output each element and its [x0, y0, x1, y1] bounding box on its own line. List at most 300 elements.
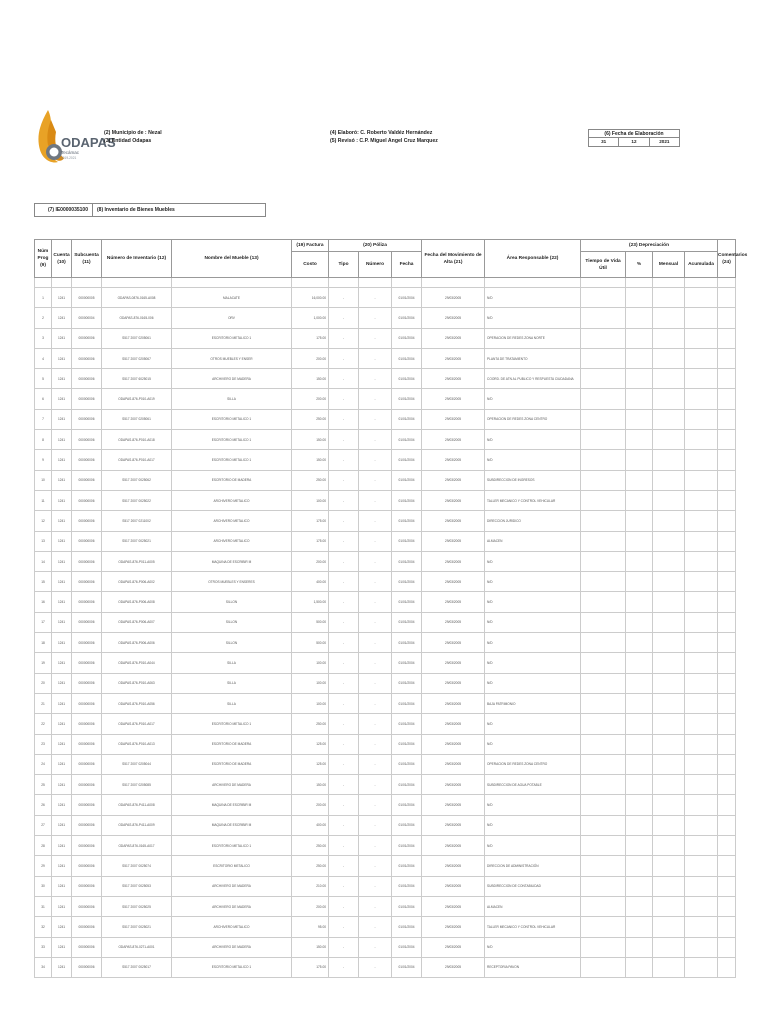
row-fecha-alta: 29/03/2005	[422, 714, 485, 734]
inventario-table	[34, 239, 748, 978]
row-acumulada	[685, 490, 718, 510]
row-costo: 150.00	[292, 450, 329, 470]
row-cuenta: 1241	[52, 653, 72, 673]
row-nombre: ARCHIVERO DE MADERA	[172, 775, 292, 795]
row-nombre: ESCRITORIO DE MADERA	[172, 754, 292, 774]
row-cuenta: 1241	[52, 633, 72, 653]
row-inventario: ODAPAS-876-P006-A008	[102, 592, 172, 612]
table-row	[35, 490, 736, 510]
row-area: TALLER MECANICO Y CONTROL VEHICULAR	[485, 917, 581, 937]
row-cuenta: 1241	[52, 795, 72, 815]
row-comentarios	[718, 531, 736, 551]
row-cuenta: 1241	[52, 369, 72, 389]
row-subcuenta: 000000006	[72, 490, 102, 510]
row-subcuenta: 000000006	[72, 511, 102, 531]
row-cuenta: 1241	[52, 572, 72, 592]
row-comentarios	[718, 511, 736, 531]
col-numero: Número	[359, 252, 392, 278]
row-comentarios	[718, 572, 736, 592]
row-tiempo-vida	[581, 328, 626, 348]
row-acumulada	[685, 612, 718, 632]
row-fecha: 01/01/2004	[392, 369, 422, 389]
row-num: 23	[35, 734, 52, 754]
row-numero: -	[359, 917, 392, 937]
row-nombre: ESCRITORIO METALICO 1	[172, 836, 292, 856]
row-fecha-alta: 29/03/2005	[422, 389, 485, 409]
row-fecha-alta: 29/03/2005	[422, 430, 485, 450]
col-fecha-alta: Fecha del Movimiento de Alta (21)	[422, 240, 485, 278]
row-acumulada	[685, 308, 718, 328]
row-tipo: -	[329, 592, 359, 612]
row-area: DIRECCION JURIDICO	[485, 511, 581, 531]
row-acumulada	[685, 775, 718, 795]
row-nombre: ARCHIVERO METALICO	[172, 511, 292, 531]
row-tipo: -	[329, 876, 359, 896]
row-tipo: -	[329, 937, 359, 957]
row-mensual	[653, 592, 685, 612]
row-inventario: ODAPAS-876-P010-A056	[102, 693, 172, 713]
row-tiempo-vida	[581, 957, 626, 977]
row-nombre: SILLA	[172, 693, 292, 713]
row-nombre: OTROS MUEBLES Y ENSER	[172, 348, 292, 368]
table-row	[35, 531, 736, 551]
table-row	[35, 551, 736, 571]
row-nombre: ESCRITORIO METALICO 1	[172, 714, 292, 734]
col-area: Área Responsable (22)	[485, 240, 581, 278]
row-num: 4	[35, 348, 52, 368]
row-num: 25	[35, 775, 52, 795]
row-mensual	[653, 288, 685, 308]
row-pct	[626, 856, 653, 876]
row-costo: 125.00	[292, 754, 329, 774]
row-mensual	[653, 815, 685, 835]
table-row	[35, 369, 736, 389]
row-num: 17	[35, 612, 52, 632]
row-numero: -	[359, 633, 392, 653]
row-num: 3	[35, 328, 52, 348]
row-cuenta: 1241	[52, 470, 72, 490]
row-subcuenta: 000000004	[72, 308, 102, 328]
row-area: OPERACION DE REDES ZONA NORTE	[485, 328, 581, 348]
row-cuenta: 1241	[52, 409, 72, 429]
row-nombre: ARCHIVERO DE MADERA	[172, 896, 292, 916]
row-fecha-alta: 29/03/2005	[422, 815, 485, 835]
row-tipo: -	[329, 775, 359, 795]
row-fecha: 01/01/2004	[392, 937, 422, 957]
row-subcuenta: 000000006	[72, 754, 102, 774]
row-inventario: S517 2007 0025017	[102, 957, 172, 977]
row-fecha-alta: 29/03/2005	[422, 917, 485, 937]
row-mensual	[653, 653, 685, 673]
row-fecha: 01/01/2004	[392, 288, 422, 308]
col-costo: Costo	[292, 252, 329, 278]
fecha-elaboracion-box	[588, 129, 680, 147]
row-pct	[626, 551, 653, 571]
row-nombre: ESCRITORIO METALICO 1	[172, 957, 292, 977]
row-tipo: -	[329, 754, 359, 774]
row-tipo: -	[329, 653, 359, 673]
row-area: OPERACION DE REDES ZONA CENTRO	[485, 754, 581, 774]
row-area: N/D	[485, 308, 581, 328]
row-costo: 200.00	[292, 551, 329, 571]
row-cuenta: 1241	[52, 389, 72, 409]
row-acumulada	[685, 328, 718, 348]
row-tipo: -	[329, 511, 359, 531]
row-mensual	[653, 551, 685, 571]
row-num: 32	[35, 917, 52, 937]
row-nombre: ESCRITORIO METALICO 1	[172, 328, 292, 348]
row-comentarios	[718, 714, 736, 734]
row-mensual	[653, 511, 685, 531]
row-num: 20	[35, 673, 52, 693]
row-numero: -	[359, 673, 392, 693]
row-cuenta: 1241	[52, 957, 72, 977]
row-comentarios	[718, 917, 736, 937]
row-tiempo-vida	[581, 754, 626, 774]
row-costo: 150.00	[292, 775, 329, 795]
row-num: 18	[35, 633, 52, 653]
row-pct	[626, 348, 653, 368]
row-pct	[626, 876, 653, 896]
row-inventario: ODAPAS-876-P010-A044	[102, 653, 172, 673]
row-tiempo-vida	[581, 937, 626, 957]
row-inventario: S517 2007 0205061	[102, 328, 172, 348]
row-acumulada	[685, 653, 718, 673]
row-fecha-alta: 29/03/2005	[422, 572, 485, 592]
row-area: ALMACEN	[485, 531, 581, 551]
row-num: 12	[35, 511, 52, 531]
row-fecha-alta: 29/03/2005	[422, 308, 485, 328]
row-fecha: 01/01/2004	[392, 348, 422, 368]
row-numero: -	[359, 795, 392, 815]
row-acumulada	[685, 876, 718, 896]
row-inventario: ODAPAS-876-0165-006	[102, 308, 172, 328]
row-nombre: ESCRITORIO DE MADERA	[172, 734, 292, 754]
row-fecha: 01/01/2004	[392, 551, 422, 571]
row-nombre: MAQUINA DE ESCRIBIR M	[172, 551, 292, 571]
row-subcuenta: 000000006	[72, 450, 102, 470]
row-acumulada	[685, 348, 718, 368]
table-row	[35, 470, 736, 490]
row-fecha: 01/01/2004	[392, 328, 422, 348]
row-inventario: ODAPAS-876-P006-A006	[102, 633, 172, 653]
reviso-label: (5) Revisó : C.P. Miguel Angel Cruz Marquez	[330, 138, 438, 144]
row-nombre: SILLA	[172, 389, 292, 409]
row-cuenta: 1241	[52, 511, 72, 531]
row-tiempo-vida	[581, 308, 626, 328]
table-row	[35, 450, 736, 470]
row-numero: -	[359, 957, 392, 977]
row-area: SUBDIRECCION DE INGRESOS	[485, 470, 581, 490]
row-subcuenta: 000000006	[72, 734, 102, 754]
row-acumulada	[685, 896, 718, 916]
row-pct	[626, 937, 653, 957]
row-subcuenta: 000000006	[72, 856, 102, 876]
row-inventario: ODAPAS-876-P006-A002	[102, 572, 172, 592]
row-numero: -	[359, 369, 392, 389]
elaboro-label: (4) Elaboró: C. Roberto Valdéz Hernández	[330, 130, 433, 136]
row-costo: 200.00	[292, 348, 329, 368]
row-mensual	[653, 856, 685, 876]
row-area: N/D	[485, 450, 581, 470]
row-area: N/D	[485, 633, 581, 653]
row-num: 24	[35, 754, 52, 774]
row-subcuenta: 000000006	[72, 572, 102, 592]
row-tipo: -	[329, 917, 359, 937]
row-fecha: 01/01/2004	[392, 754, 422, 774]
row-tiempo-vida	[581, 653, 626, 673]
row-acumulada	[685, 754, 718, 774]
row-fecha: 01/01/2004	[392, 673, 422, 693]
row-area: BAJA PATRIMONIO	[485, 693, 581, 713]
row-comentarios	[718, 775, 736, 795]
row-tipo: -	[329, 734, 359, 754]
row-acumulada	[685, 430, 718, 450]
row-fecha: 01/01/2004	[392, 836, 422, 856]
row-tipo: -	[329, 430, 359, 450]
row-area: N/D	[485, 288, 581, 308]
row-inventario: ODAPAS-876-P411-A008	[102, 795, 172, 815]
row-tiempo-vida	[581, 511, 626, 531]
row-numero: -	[359, 531, 392, 551]
row-comentarios	[718, 673, 736, 693]
row-pct	[626, 795, 653, 815]
row-mensual	[653, 348, 685, 368]
row-inventario: ODAPAS-876-P010-A017	[102, 450, 172, 470]
row-acumulada	[685, 633, 718, 653]
row-fecha: 01/01/2004	[392, 409, 422, 429]
col-subcuenta: Subcuenta (11)	[72, 240, 102, 278]
row-fecha: 01/01/2004	[392, 389, 422, 409]
row-nombre: ARCHIVERO METALICO	[172, 490, 292, 510]
row-pct	[626, 734, 653, 754]
row-inventario: S517 2007 0205085	[102, 775, 172, 795]
row-subcuenta: 000000006	[72, 815, 102, 835]
row-subcuenta: 000000006	[72, 896, 102, 916]
col-depreciacion: (23) Depreciación	[581, 240, 718, 252]
row-fecha: 01/01/2004	[392, 470, 422, 490]
row-costo: 200.00	[292, 896, 329, 916]
row-tiempo-vida	[581, 288, 626, 308]
row-fecha: 01/01/2004	[392, 693, 422, 713]
row-tipo: -	[329, 348, 359, 368]
row-num: 8	[35, 430, 52, 450]
row-comentarios	[718, 470, 736, 490]
row-num: 21	[35, 693, 52, 713]
row-mensual	[653, 572, 685, 592]
row-area: N/D	[485, 592, 581, 612]
row-costo: 400.00	[292, 572, 329, 592]
row-fecha: 01/01/2004	[392, 490, 422, 510]
row-area: N/D	[485, 836, 581, 856]
row-fecha-alta: 29/03/2005	[422, 754, 485, 774]
row-num: 16	[35, 592, 52, 612]
row-num: 28	[35, 836, 52, 856]
row-fecha: 01/01/2004	[392, 430, 422, 450]
col-num: Núm Prog (9)	[35, 240, 52, 278]
row-fecha: 01/01/2004	[392, 308, 422, 328]
row-pct	[626, 308, 653, 328]
col-mensual: Mensual	[653, 252, 685, 278]
row-comentarios	[718, 490, 736, 510]
row-fecha-alta: 29/03/2005	[422, 795, 485, 815]
row-mensual	[653, 896, 685, 916]
row-inventario: ODAPAS-876-P010-A019	[102, 389, 172, 409]
row-tipo: -	[329, 450, 359, 470]
col-factura: (19) Factura	[292, 240, 329, 252]
row-fecha-alta: 29/03/2005	[422, 693, 485, 713]
row-subcuenta: 000000006	[72, 937, 102, 957]
table-row	[35, 957, 736, 977]
row-tiempo-vida	[581, 348, 626, 368]
row-inventario: ODAPAS-876-P010-A018	[102, 430, 172, 450]
row-tipo: -	[329, 308, 359, 328]
row-mensual	[653, 937, 685, 957]
row-nombre: ESCRITORIO METALICO 1	[172, 450, 292, 470]
row-acumulada	[685, 551, 718, 571]
row-acumulada	[685, 957, 718, 977]
row-numero: -	[359, 754, 392, 774]
row-fecha: 01/01/2004	[392, 795, 422, 815]
row-costo: 100.00	[292, 653, 329, 673]
row-comentarios	[718, 957, 736, 977]
row-inventario: S517 2007 0025053	[102, 876, 172, 896]
row-mensual	[653, 957, 685, 977]
row-numero: -	[359, 551, 392, 571]
row-tiempo-vida	[581, 551, 626, 571]
row-tipo: -	[329, 714, 359, 734]
row-area: ALMACEN	[485, 896, 581, 916]
row-area: N/D	[485, 551, 581, 571]
row-tiempo-vida	[581, 673, 626, 693]
row-num: 34	[35, 957, 52, 977]
row-tiempo-vida	[581, 775, 626, 795]
row-num: 29	[35, 856, 52, 876]
row-inventario: S517 2007 0205044	[102, 754, 172, 774]
row-fecha-alta: 29/03/2005	[422, 957, 485, 977]
row-inventario: S517 2007 0025021	[102, 917, 172, 937]
row-tipo: -	[329, 957, 359, 977]
table-row	[35, 896, 736, 916]
fecha-month: 12	[619, 138, 649, 146]
row-tiempo-vida	[581, 430, 626, 450]
row-pct	[626, 693, 653, 713]
row-tiempo-vida	[581, 531, 626, 551]
row-fecha-alta: 29/03/2005	[422, 531, 485, 551]
row-comentarios	[718, 815, 736, 835]
row-comentarios	[718, 937, 736, 957]
row-comentarios	[718, 348, 736, 368]
row-num: 31	[35, 896, 52, 916]
row-inventario: S517 2007 0025062	[102, 470, 172, 490]
row-comentarios	[718, 693, 736, 713]
row-cuenta: 1241	[52, 328, 72, 348]
table-row	[35, 815, 736, 835]
row-comentarios	[718, 876, 736, 896]
logo-tagline: 2019-2021	[61, 156, 77, 160]
table-row	[35, 612, 736, 632]
row-pct	[626, 896, 653, 916]
row-inventario: S517 2007 0025074	[102, 856, 172, 876]
row-inventario: ODAPAS-876-0271-A001	[102, 937, 172, 957]
row-inventario: S517 2007 0025021	[102, 531, 172, 551]
row-acumulada	[685, 389, 718, 409]
table-row	[35, 308, 736, 328]
row-tipo: -	[329, 896, 359, 916]
row-mensual	[653, 754, 685, 774]
table-row	[35, 775, 736, 795]
row-costo: 200.00	[292, 389, 329, 409]
row-costo: 250.00	[292, 714, 329, 734]
row-pct	[626, 490, 653, 510]
row-numero: -	[359, 490, 392, 510]
row-area: COORD. DE ATN AL PUBLICO Y RESPUESTA CIUDADANA	[485, 369, 581, 389]
row-tipo: -	[329, 369, 359, 389]
row-num: 7	[35, 409, 52, 429]
row-pct	[626, 288, 653, 308]
row-inventario: ODAPAS-876-P006-A007	[102, 612, 172, 632]
row-fecha-alta: 29/03/2005	[422, 409, 485, 429]
row-inventario: ODAPAS-876-P010-A013	[102, 734, 172, 754]
row-costo: 500.00	[292, 612, 329, 632]
row-pct	[626, 633, 653, 653]
row-pct	[626, 409, 653, 429]
row-fecha-alta: 29/03/2005	[422, 450, 485, 470]
odapas-logo	[34, 106, 116, 172]
row-nombre: MAQUINA DE ESCRIBIR M	[172, 795, 292, 815]
row-area: N/D	[485, 572, 581, 592]
row-mensual	[653, 876, 685, 896]
row-tiempo-vida	[581, 917, 626, 937]
row-fecha: 01/01/2004	[392, 775, 422, 795]
row-nombre: ARCHIVERO METALICO	[172, 531, 292, 551]
row-numero: -	[359, 409, 392, 429]
row-nombre: MALACATE	[172, 288, 292, 308]
row-cuenta: 1241	[52, 896, 72, 916]
row-subcuenta: 000000006	[72, 531, 102, 551]
row-subcuenta: 000000006	[72, 836, 102, 856]
ident-title: (8) Inventario de Bienes Muebles	[97, 207, 175, 213]
row-pct	[626, 572, 653, 592]
row-nombre: SILLA	[172, 653, 292, 673]
row-mensual	[653, 490, 685, 510]
row-pct	[626, 328, 653, 348]
row-area: N/D	[485, 430, 581, 450]
row-inventario: ODAPAS-876-P411-A009	[102, 815, 172, 835]
row-area: SUBDIRECCION DE AGUA POTABLE	[485, 775, 581, 795]
table-row	[35, 693, 736, 713]
row-tiempo-vida	[581, 470, 626, 490]
row-numero: -	[359, 653, 392, 673]
col-acumulada: Acumulada	[685, 252, 718, 278]
row-area: N/D	[485, 815, 581, 835]
row-pct	[626, 389, 653, 409]
row-num: 11	[35, 490, 52, 510]
row-fecha: 01/01/2004	[392, 957, 422, 977]
row-numero: -	[359, 896, 392, 916]
row-numero: -	[359, 693, 392, 713]
row-pct	[626, 815, 653, 835]
row-mensual	[653, 917, 685, 937]
row-nombre: ESCRITORIO METALICO 1	[172, 430, 292, 450]
col-numero-inventario: Número de Inventario (12)	[102, 240, 172, 278]
row-tiempo-vida	[581, 612, 626, 632]
row-subcuenta: 000000006	[72, 714, 102, 734]
row-mensual	[653, 328, 685, 348]
row-costo: 175.00	[292, 328, 329, 348]
row-fecha-alta: 29/03/2005	[422, 653, 485, 673]
row-fecha: 01/01/2004	[392, 653, 422, 673]
